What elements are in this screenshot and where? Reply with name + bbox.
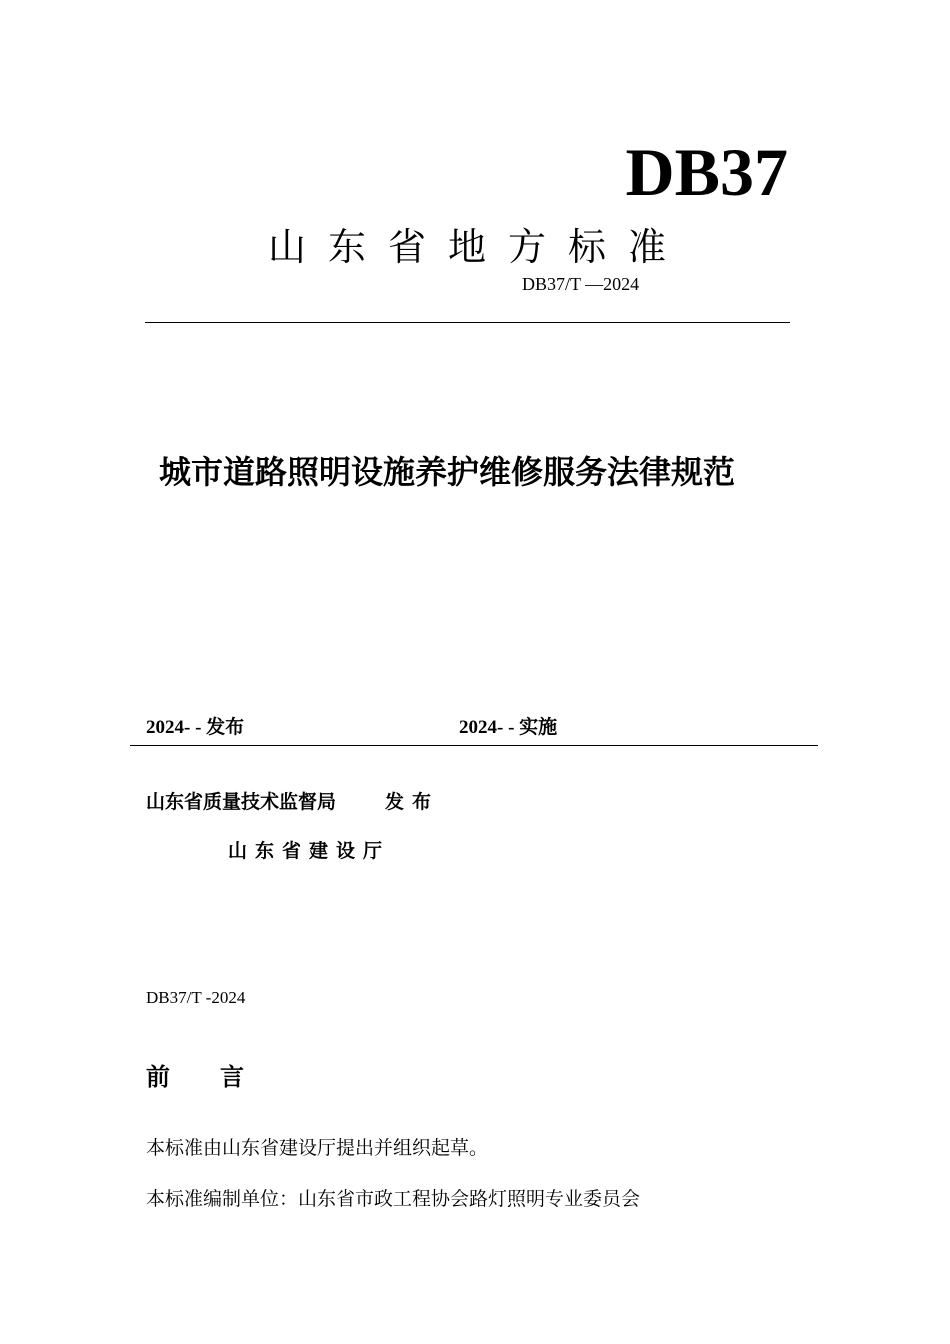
issue-date: 2024- - 发布 [146, 717, 245, 738]
standard-code-large: DB37 [625, 134, 788, 210]
page-header-code: DB37/T -2024 [146, 988, 246, 1007]
top-divider-line [145, 322, 790, 323]
preface-paragraph: 本标准由山东省建设厅提出并组织起草。 [146, 1138, 489, 1159]
issuer-secondary: 山东省建设厅 [228, 841, 391, 862]
preface-paragraph: 本标准编制单位：山东省市政工程协会路灯照明专业委员会 [146, 1189, 641, 1210]
standard-type-heading: 山东省地方标准 [268, 225, 689, 269]
issuer-primary: 山东省质量技术监督局 [146, 792, 337, 813]
implementation-date: 2024- - 实施 [459, 717, 558, 738]
preface-heading: 前言 [146, 1065, 294, 1091]
date-divider-line [130, 745, 818, 746]
document-title: 城市道路照明设施养护维修服务法律规范 [159, 453, 736, 491]
issue-label: 发布 [385, 792, 440, 813]
standard-number: DB37/T —2024 [522, 274, 640, 294]
